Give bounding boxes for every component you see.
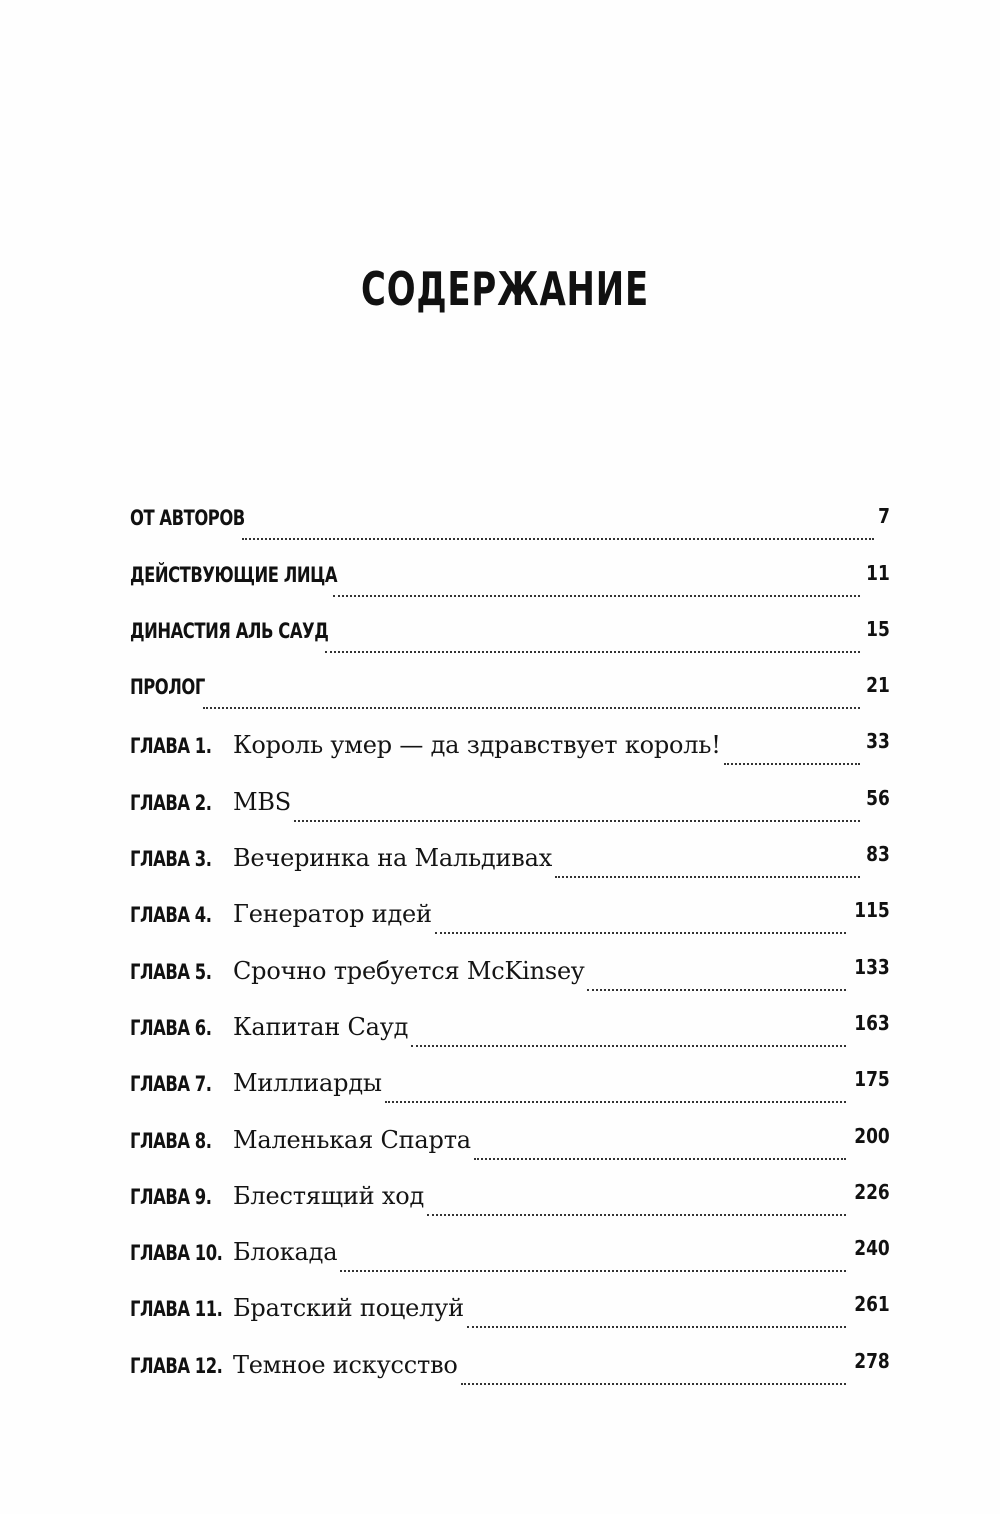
toc-chapter-row: [130, 1334, 890, 1390]
toc-page-number: 83: [866, 842, 890, 867]
toc-chapter-row: [130, 1278, 890, 1334]
toc-entry-label: ДЕЙСТВУЮЩИЕ ЛИЦА: [130, 562, 338, 587]
chapter-number: ГЛАВА 5.: [130, 959, 212, 984]
toc-page-number: 56: [866, 785, 890, 810]
toc-page-number: 7: [878, 504, 890, 529]
toc-chapter-row: [130, 1053, 890, 1109]
dot-leader: [427, 1213, 846, 1216]
toc-chapter-row: [130, 940, 890, 996]
toc-entry-prologue: [130, 659, 890, 715]
chapter-title: Капитан Сауд: [233, 1012, 409, 1041]
chapter-number: ГЛАВА 8.: [130, 1128, 212, 1153]
chapter-title: Срочно требуется McKinsey: [233, 956, 585, 985]
toc-page-number: 115: [854, 898, 890, 923]
chapter-title: MBS: [233, 787, 292, 816]
chapter-number: ГЛАВА 3.: [130, 847, 212, 872]
toc-page-number: 240: [854, 1236, 890, 1261]
table-of-contents: [130, 490, 890, 1391]
toc-entry-characters: [130, 546, 890, 602]
dot-leader: [242, 537, 874, 540]
toc-page-number: 226: [854, 1179, 890, 1204]
toc-page-number: 133: [854, 954, 890, 979]
toc-page-number: 163: [854, 1010, 890, 1035]
dot-leader: [411, 1044, 846, 1047]
dot-leader: [461, 1382, 847, 1385]
chapter-number: ГЛАВА 12.: [130, 1353, 223, 1378]
chapter-number: ГЛАВА 10.: [130, 1241, 223, 1266]
page-title: СОДЕРЖАНИЕ: [360, 262, 650, 316]
dot-leader: [555, 875, 860, 878]
toc-page-number: 175: [854, 1067, 890, 1092]
toc-chapter-row: [130, 828, 890, 884]
chapter-title: Братский поцелуй: [233, 1294, 464, 1323]
toc-entry-dynasty: [130, 603, 890, 659]
chapter-title: Король умер — да здравствует король!: [233, 731, 721, 760]
toc-entry-label: ПРОЛОГ: [130, 675, 205, 700]
dot-leader: [294, 819, 860, 822]
chapter-number: ГЛАВА 4.: [130, 903, 212, 928]
chapter-title: Блокада: [233, 1238, 338, 1267]
dot-leader: [385, 1100, 846, 1103]
toc-page-number: 261: [854, 1292, 890, 1317]
chapter-title: Маленькая Спарта: [233, 1125, 471, 1154]
toc-chapter-row: [130, 997, 890, 1053]
toc-chapter-row: [130, 1109, 890, 1165]
dot-leader: [340, 1269, 846, 1272]
toc-page-number: 278: [854, 1348, 890, 1373]
dot-leader: [333, 594, 860, 597]
chapter-title: Темное искусство: [233, 1350, 458, 1379]
dot-leader: [474, 1157, 846, 1160]
chapter-title: Генератор идей: [233, 900, 432, 929]
dot-leader: [325, 650, 860, 653]
dot-leader: [587, 988, 846, 991]
toc-chapter-row: [130, 715, 890, 771]
toc-page-number: 11: [866, 560, 890, 585]
dot-leader: [435, 931, 846, 934]
chapter-number: ГЛАВА 9.: [130, 1184, 212, 1209]
chapter-number: ГЛАВА 11.: [130, 1297, 223, 1322]
dot-leader: [724, 762, 861, 765]
chapter-title: Миллиарды: [233, 1069, 382, 1098]
dot-leader: [203, 706, 860, 709]
toc-entry-label: ДИНАСТИЯ АЛЬ САУД: [130, 618, 329, 643]
toc-page-number: 21: [866, 673, 890, 698]
toc-chapter-row: [130, 771, 890, 827]
chapter-number: ГЛАВА 6.: [130, 1015, 212, 1040]
chapter-title: Вечеринка на Мальдивах: [233, 844, 553, 873]
chapter-title: Блестящий ход: [233, 1181, 425, 1210]
chapter-number: ГЛАВА 7.: [130, 1072, 212, 1097]
toc-page-number: 15: [866, 616, 890, 641]
chapter-number: ГЛАВА 1.: [130, 734, 212, 759]
toc-page-number: 200: [854, 1123, 890, 1148]
chapter-number: ГЛАВА 2.: [130, 790, 212, 815]
toc-chapter-row: [130, 884, 890, 940]
toc-entry-from-authors: [130, 490, 890, 546]
toc-page-number: 33: [866, 729, 890, 754]
toc-chapter-row: [130, 1222, 890, 1278]
dot-leader: [467, 1325, 846, 1328]
toc-entry-label: ОТ АВТОРОВ: [130, 506, 245, 531]
toc-chapter-row: [130, 1166, 890, 1222]
